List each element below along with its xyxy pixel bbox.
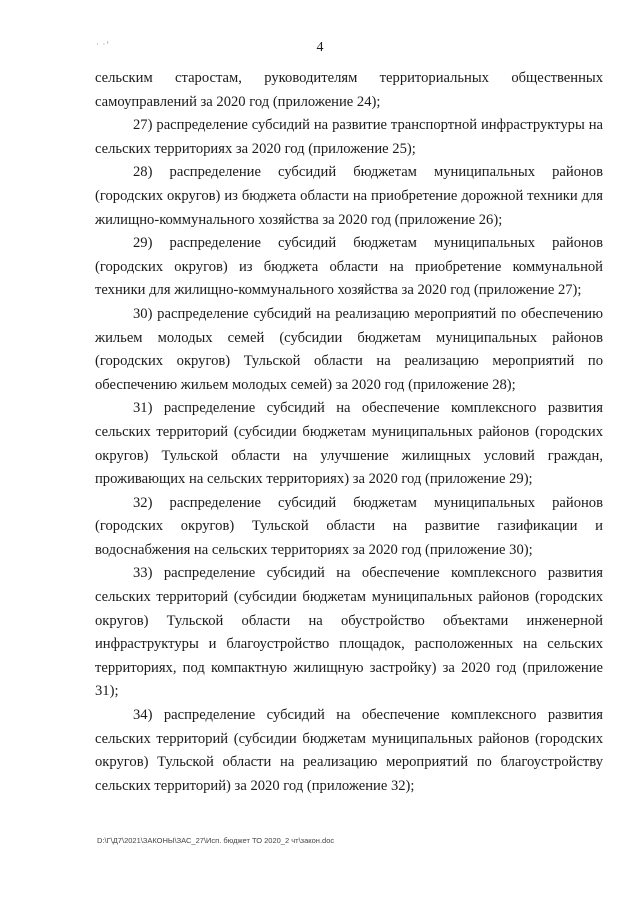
footer-file-path: D:\Г\Д7\2021\ЗАКОНЫ\ЗАС_27\Исп. бюджет ТО 2020_2 чт\закон.doc bbox=[97, 836, 335, 845]
paragraph-item-27: 27) распределение субсидий на развитие транспортной инфраструктуры на сельских территориях за 2020 год (приложение 25); bbox=[95, 117, 603, 157]
paragraph-continuation-26: сельским старостам, руководителям территориальных общественных самоуправлений за 2020 год (приложение 24); bbox=[95, 70, 603, 110]
paragraph-item-29: 29) распределение субсидий бюджетам муниципальных районов (городских округов) из бюджета области на приобретение коммунальной техники для жилищно-коммунального хозяйства за 2020 год (приложение 27); bbox=[95, 235, 603, 299]
corner-mark: · ·’ bbox=[96, 40, 110, 49]
paragraph-item-34: 34) распределение субсидий на обеспечение комплексного развития сельских территорий (субсидии бюджетам муниципальных районов (городских округов) Тульской области на реализацию мероприятий по благоустройству сельских территорий) за 2020 год (приложение 32); bbox=[95, 707, 603, 794]
paragraph-item-31: 31) распределение субсидий на обеспечение комплексного развития сельских территорий (субсидии бюджетам муниципальных районов (городских округов) Тульской области на улучшение жилищных условий граждан, проживающих на сельских территориях) за 2020 год (приложение 29); bbox=[95, 400, 603, 488]
page-number: 4 bbox=[316, 40, 324, 55]
paragraph-item-33: 33) распределение субсидий на обеспечение комплексного развития сельских территорий (субсидии бюджетам муниципальных районов (городских округов) Тульской области на обустройство объектами инженерной инфраструктуры и благоустройство площадок, расположенных на сельских территориях, под компактную жилищную застройку) за 2020 год (приложение 31); bbox=[95, 565, 603, 700]
paragraph-item-28: 28) распределение субсидий бюджетам муниципальных районов (городских округов) из бюджета области на приобретение дорожной техники для жилищно-коммунального хозяйства за 2020 год (приложение 26); bbox=[95, 164, 603, 228]
paragraph-item-30: 30) распределение субсидий на реализацию мероприятий по обеспечению жильем молодых семей (субсидии бюджетам муниципальных районов (городских округов) Тульской области на реализацию мероприятий по обеспечению жильем молодых семей) за 2020 год (приложение 28); bbox=[95, 305, 603, 393]
document-body bbox=[95, 67, 603, 798]
paragraph-item-32: 32) распределение субсидий бюджетам муниципальных районов (городских округов) Тульской области на развитие газификации и водоснабжения на сельских территориях за 2020 год (приложение 30); bbox=[95, 494, 603, 558]
